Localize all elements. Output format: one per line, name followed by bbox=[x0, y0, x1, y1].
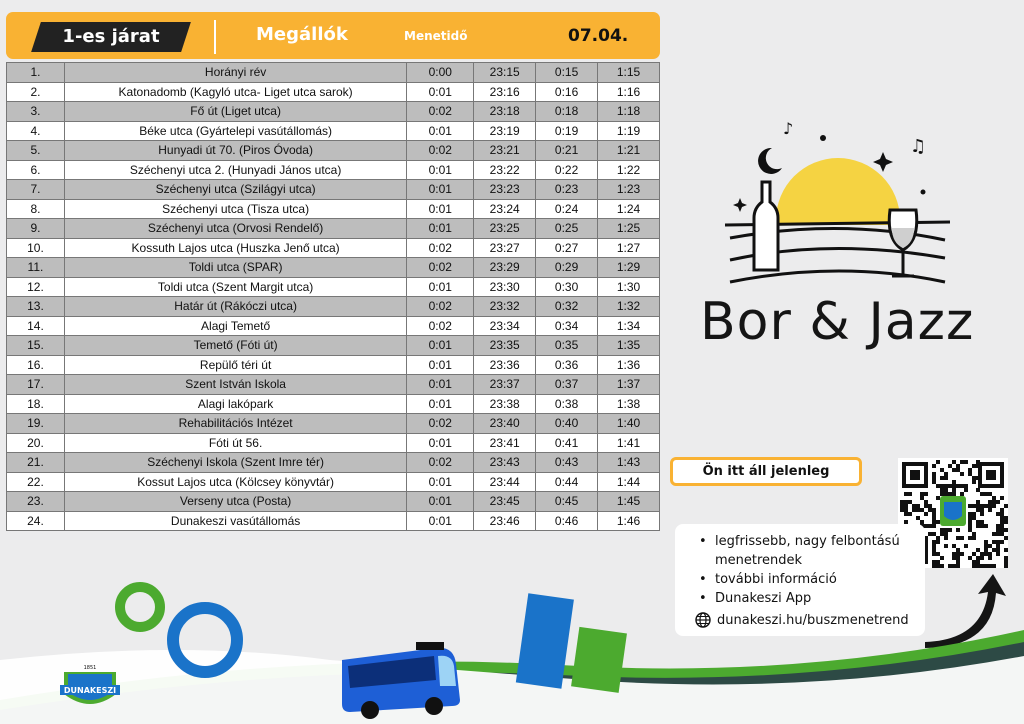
stop-number: 22. bbox=[7, 472, 65, 492]
travel-time: 0:01 bbox=[407, 82, 474, 102]
schedule-table bbox=[6, 62, 660, 531]
stop-name: Temető (Fóti út) bbox=[64, 336, 406, 356]
travel-time: 0:01 bbox=[407, 375, 474, 395]
stop-number: 19. bbox=[7, 414, 65, 434]
travel-time: 0:00 bbox=[407, 63, 474, 83]
schedule-row bbox=[7, 160, 660, 180]
departure-time: 23:19 bbox=[474, 121, 536, 141]
schedule-row bbox=[7, 238, 660, 258]
info-item: • további információ bbox=[703, 570, 918, 589]
departure-time: 23:24 bbox=[474, 199, 536, 219]
travel-time: 0:02 bbox=[407, 238, 474, 258]
departure-time: 23:40 bbox=[474, 414, 536, 434]
stop-name: Toldi utca (Szent Margit utca) bbox=[64, 277, 406, 297]
departure-time: 1:30 bbox=[598, 277, 660, 297]
departure-time: 23:45 bbox=[474, 492, 536, 512]
schedule-row bbox=[7, 141, 660, 161]
stop-number: 20. bbox=[7, 433, 65, 453]
schedule-row bbox=[7, 277, 660, 297]
schedule-row bbox=[7, 355, 660, 375]
stop-number: 3. bbox=[7, 102, 65, 122]
city-year: 1851 bbox=[83, 665, 97, 671]
departure-time: 0:43 bbox=[536, 453, 598, 473]
travel-time: 0:01 bbox=[407, 336, 474, 356]
departure-time: 1:38 bbox=[598, 394, 660, 414]
bottom-decoration bbox=[0, 580, 1024, 724]
departure-time: 0:46 bbox=[536, 511, 598, 531]
schedule-row bbox=[7, 102, 660, 122]
departure-time: 23:16 bbox=[474, 82, 536, 102]
departure-time: 0:24 bbox=[536, 199, 598, 219]
departure-time: 0:34 bbox=[536, 316, 598, 336]
departure-time: 0:30 bbox=[536, 277, 598, 297]
departure-time: 1:43 bbox=[598, 453, 660, 473]
stop-name: Széchenyi utca (Orvosi Rendelő) bbox=[64, 219, 406, 239]
schedule-row bbox=[7, 472, 660, 492]
departure-time: 0:29 bbox=[536, 258, 598, 278]
stop-name: Kossuth Lajos utca (Huszka Jenő utca) bbox=[64, 238, 406, 258]
travel-time: 0:01 bbox=[407, 277, 474, 297]
schedule-row bbox=[7, 316, 660, 336]
runtime-header: Menetidő bbox=[404, 29, 468, 43]
departure-time: 23:38 bbox=[474, 394, 536, 414]
stop-number: 1. bbox=[7, 63, 65, 83]
stop-number: 11. bbox=[7, 258, 65, 278]
stop-name: Repülő téri út bbox=[64, 355, 406, 375]
travel-time: 0:02 bbox=[407, 453, 474, 473]
departure-time: 0:19 bbox=[536, 121, 598, 141]
moon-icon bbox=[758, 148, 782, 174]
departure-time: 1:29 bbox=[598, 258, 660, 278]
current-location-badge: Ön itt áll jelenleg bbox=[670, 457, 862, 486]
stop-number: 14. bbox=[7, 316, 65, 336]
stop-number: 17. bbox=[7, 375, 65, 395]
departure-time: 23:22 bbox=[474, 160, 536, 180]
schedule-row bbox=[7, 199, 660, 219]
schedule-row bbox=[7, 433, 660, 453]
departure-time: 1:40 bbox=[598, 414, 660, 434]
stops-header: Megállók bbox=[256, 24, 348, 45]
stop-name: Béke utca (Gyártelepi vasútállomás) bbox=[64, 121, 406, 141]
stop-name: Dunakeszi vasútállomás bbox=[64, 511, 406, 531]
wine-bottle-icon bbox=[754, 182, 778, 270]
travel-time: 0:01 bbox=[407, 394, 474, 414]
departure-time: 1:15 bbox=[598, 63, 660, 83]
stop-name: Szent István Iskola bbox=[64, 375, 406, 395]
departure-time: 23:34 bbox=[474, 316, 536, 336]
stop-number: 21. bbox=[7, 453, 65, 473]
departure-time: 0:36 bbox=[536, 355, 598, 375]
departure-time: 23:30 bbox=[474, 277, 536, 297]
departure-time: 1:32 bbox=[598, 297, 660, 317]
departure-time: 23:36 bbox=[474, 355, 536, 375]
departure-time: 1:35 bbox=[598, 336, 660, 356]
departure-time: 0:32 bbox=[536, 297, 598, 317]
schedule-row bbox=[7, 121, 660, 141]
stop-name: Alagi Temető bbox=[64, 316, 406, 336]
bus-icon bbox=[336, 630, 466, 720]
stop-name: Fóti út 56. bbox=[64, 433, 406, 453]
star-icon bbox=[873, 152, 893, 172]
stop-number: 9. bbox=[7, 219, 65, 239]
dot-icon bbox=[820, 135, 826, 141]
travel-time: 0:01 bbox=[407, 199, 474, 219]
schedule-row bbox=[7, 180, 660, 200]
departure-time: 1:34 bbox=[598, 316, 660, 336]
travel-time: 0:02 bbox=[407, 141, 474, 161]
stop-number: 15. bbox=[7, 336, 65, 356]
departure-time: 23:41 bbox=[474, 433, 536, 453]
departure-time: 1:25 bbox=[598, 219, 660, 239]
stop-name: Horányi rév bbox=[64, 63, 406, 83]
travel-time: 0:01 bbox=[407, 433, 474, 453]
schedule-row bbox=[7, 511, 660, 531]
schedule-row bbox=[7, 297, 660, 317]
stop-name: Széchenyi utca (Tisza utca) bbox=[64, 199, 406, 219]
stop-number: 6. bbox=[7, 160, 65, 180]
stop-name: Széchenyi Iskola (Szent Imre tér) bbox=[64, 453, 406, 473]
stop-name: Széchenyi utca (Szilágyi utca) bbox=[64, 180, 406, 200]
info-item: • legfrissebb, nagy felbontású menetrendek bbox=[703, 532, 918, 570]
stop-number: 8. bbox=[7, 199, 65, 219]
departure-time: 0:38 bbox=[536, 394, 598, 414]
departure-time: 0:18 bbox=[536, 102, 598, 122]
departure-time: 23:35 bbox=[474, 336, 536, 356]
departure-time: 0:40 bbox=[536, 414, 598, 434]
travel-time: 0:02 bbox=[407, 102, 474, 122]
stop-name: Rehabilitációs Intézet bbox=[64, 414, 406, 434]
departure-time: 1:19 bbox=[598, 121, 660, 141]
departure-time: 23:44 bbox=[474, 472, 536, 492]
schedule-row bbox=[7, 82, 660, 102]
departure-time: 1:41 bbox=[598, 433, 660, 453]
departure-time: 23:37 bbox=[474, 375, 536, 395]
schedule-row bbox=[7, 375, 660, 395]
departure-time: 23:46 bbox=[474, 511, 536, 531]
info-item: • Dunakeszi App bbox=[703, 589, 918, 608]
stop-name: Hunyadi út 70. (Piros Óvoda) bbox=[64, 141, 406, 161]
travel-time: 0:01 bbox=[407, 355, 474, 375]
stop-number: 24. bbox=[7, 511, 65, 531]
departure-time: 23:23 bbox=[474, 180, 536, 200]
stop-name: Toldi utca (SPAR) bbox=[64, 258, 406, 278]
stop-number: 13. bbox=[7, 297, 65, 317]
departure-time: 23:27 bbox=[474, 238, 536, 258]
stop-number: 4. bbox=[7, 121, 65, 141]
departure-time: 23:43 bbox=[474, 453, 536, 473]
schedule-date: 07.04. bbox=[568, 26, 629, 46]
stop-number: 2. bbox=[7, 82, 65, 102]
stop-number: 16. bbox=[7, 355, 65, 375]
departure-time: 0:37 bbox=[536, 375, 598, 395]
travel-time: 0:02 bbox=[407, 414, 474, 434]
departure-time: 0:45 bbox=[536, 492, 598, 512]
departure-time: 0:44 bbox=[536, 472, 598, 492]
departure-time: 1:44 bbox=[598, 472, 660, 492]
departure-time: 1:21 bbox=[598, 141, 660, 161]
stop-number: 18. bbox=[7, 394, 65, 414]
stop-name: Katonadomb (Kagyló utca- Liget utca sarok) bbox=[64, 82, 406, 102]
departure-time: 0:27 bbox=[536, 238, 598, 258]
stop-number: 12. bbox=[7, 277, 65, 297]
departure-time: 1:27 bbox=[598, 238, 660, 258]
website-url: dunakeszi.hu/buszmenetrend bbox=[717, 612, 909, 628]
music-notes-icon: ♫ bbox=[910, 136, 927, 157]
dunakeszi-logo bbox=[58, 664, 122, 714]
schedule-row bbox=[7, 414, 660, 434]
sun-icon bbox=[776, 158, 900, 282]
departure-time: 1:16 bbox=[598, 82, 660, 102]
travel-time: 0:01 bbox=[407, 492, 474, 512]
schedule-row bbox=[7, 453, 660, 473]
departure-time: 1:18 bbox=[598, 102, 660, 122]
route-label: 1-es járat bbox=[62, 26, 160, 47]
departure-time: 1:22 bbox=[598, 160, 660, 180]
stop-number: 23. bbox=[7, 492, 65, 512]
departure-time: 0:15 bbox=[536, 63, 598, 83]
travel-time: 0:01 bbox=[407, 160, 474, 180]
dot-small-icon bbox=[921, 190, 926, 195]
stop-name: Alagi lakópark bbox=[64, 394, 406, 414]
departure-time: 0:41 bbox=[536, 433, 598, 453]
departure-time: 0:21 bbox=[536, 141, 598, 161]
stop-number: 10. bbox=[7, 238, 65, 258]
schedule-row bbox=[7, 258, 660, 278]
travel-time: 0:02 bbox=[407, 258, 474, 278]
green-ring bbox=[120, 587, 160, 627]
stop-name: Fő út (Liget utca) bbox=[64, 102, 406, 122]
music-note-icon: ♪ bbox=[783, 119, 794, 138]
departure-time: 23:18 bbox=[474, 102, 536, 122]
schedule-row bbox=[7, 219, 660, 239]
travel-time: 0:02 bbox=[407, 316, 474, 336]
header-divider bbox=[214, 20, 216, 54]
schedule-row bbox=[7, 394, 660, 414]
stop-number: 5. bbox=[7, 141, 65, 161]
bor-jazz-illustration bbox=[720, 110, 950, 300]
departure-time: 23:29 bbox=[474, 258, 536, 278]
departure-time: 1:45 bbox=[598, 492, 660, 512]
departure-time: 0:22 bbox=[536, 160, 598, 180]
travel-time: 0:01 bbox=[407, 180, 474, 200]
departure-time: 1:24 bbox=[598, 199, 660, 219]
travel-time: 0:02 bbox=[407, 297, 474, 317]
schedule-row bbox=[7, 336, 660, 356]
departure-time: 23:25 bbox=[474, 219, 536, 239]
departure-time: 0:16 bbox=[536, 82, 598, 102]
schedule-row bbox=[7, 63, 660, 83]
star-small-icon bbox=[733, 198, 747, 212]
departure-time: 0:35 bbox=[536, 336, 598, 356]
city-name: DUNAKESZI bbox=[63, 686, 117, 695]
stop-number: 7. bbox=[7, 180, 65, 200]
departure-time: 23:15 bbox=[474, 63, 536, 83]
departure-time: 23:21 bbox=[474, 141, 536, 161]
stop-name: Verseny utca (Posta) bbox=[64, 492, 406, 512]
departure-time: 1:36 bbox=[598, 355, 660, 375]
departure-time: 1:23 bbox=[598, 180, 660, 200]
route-header bbox=[6, 12, 660, 59]
departure-time: 0:23 bbox=[536, 180, 598, 200]
stop-name: Széchenyi utca 2. (Hunyadi János utca) bbox=[64, 160, 406, 180]
green-bar bbox=[571, 627, 627, 693]
event-logo-text: Bor & Jazz bbox=[700, 292, 975, 352]
stop-name: Kossut Lajos utca (Kölcsey könyvtár) bbox=[64, 472, 406, 492]
departure-time: 0:25 bbox=[536, 219, 598, 239]
travel-time: 0:01 bbox=[407, 472, 474, 492]
travel-time: 0:01 bbox=[407, 121, 474, 141]
departure-time: 1:37 bbox=[598, 375, 660, 395]
travel-time: 0:01 bbox=[407, 219, 474, 239]
schedule-row bbox=[7, 492, 660, 512]
travel-time: 0:01 bbox=[407, 511, 474, 531]
departure-time: 1:46 bbox=[598, 511, 660, 531]
stop-name: Határ út (Rákóczi utca) bbox=[64, 297, 406, 317]
departure-time: 23:32 bbox=[474, 297, 536, 317]
